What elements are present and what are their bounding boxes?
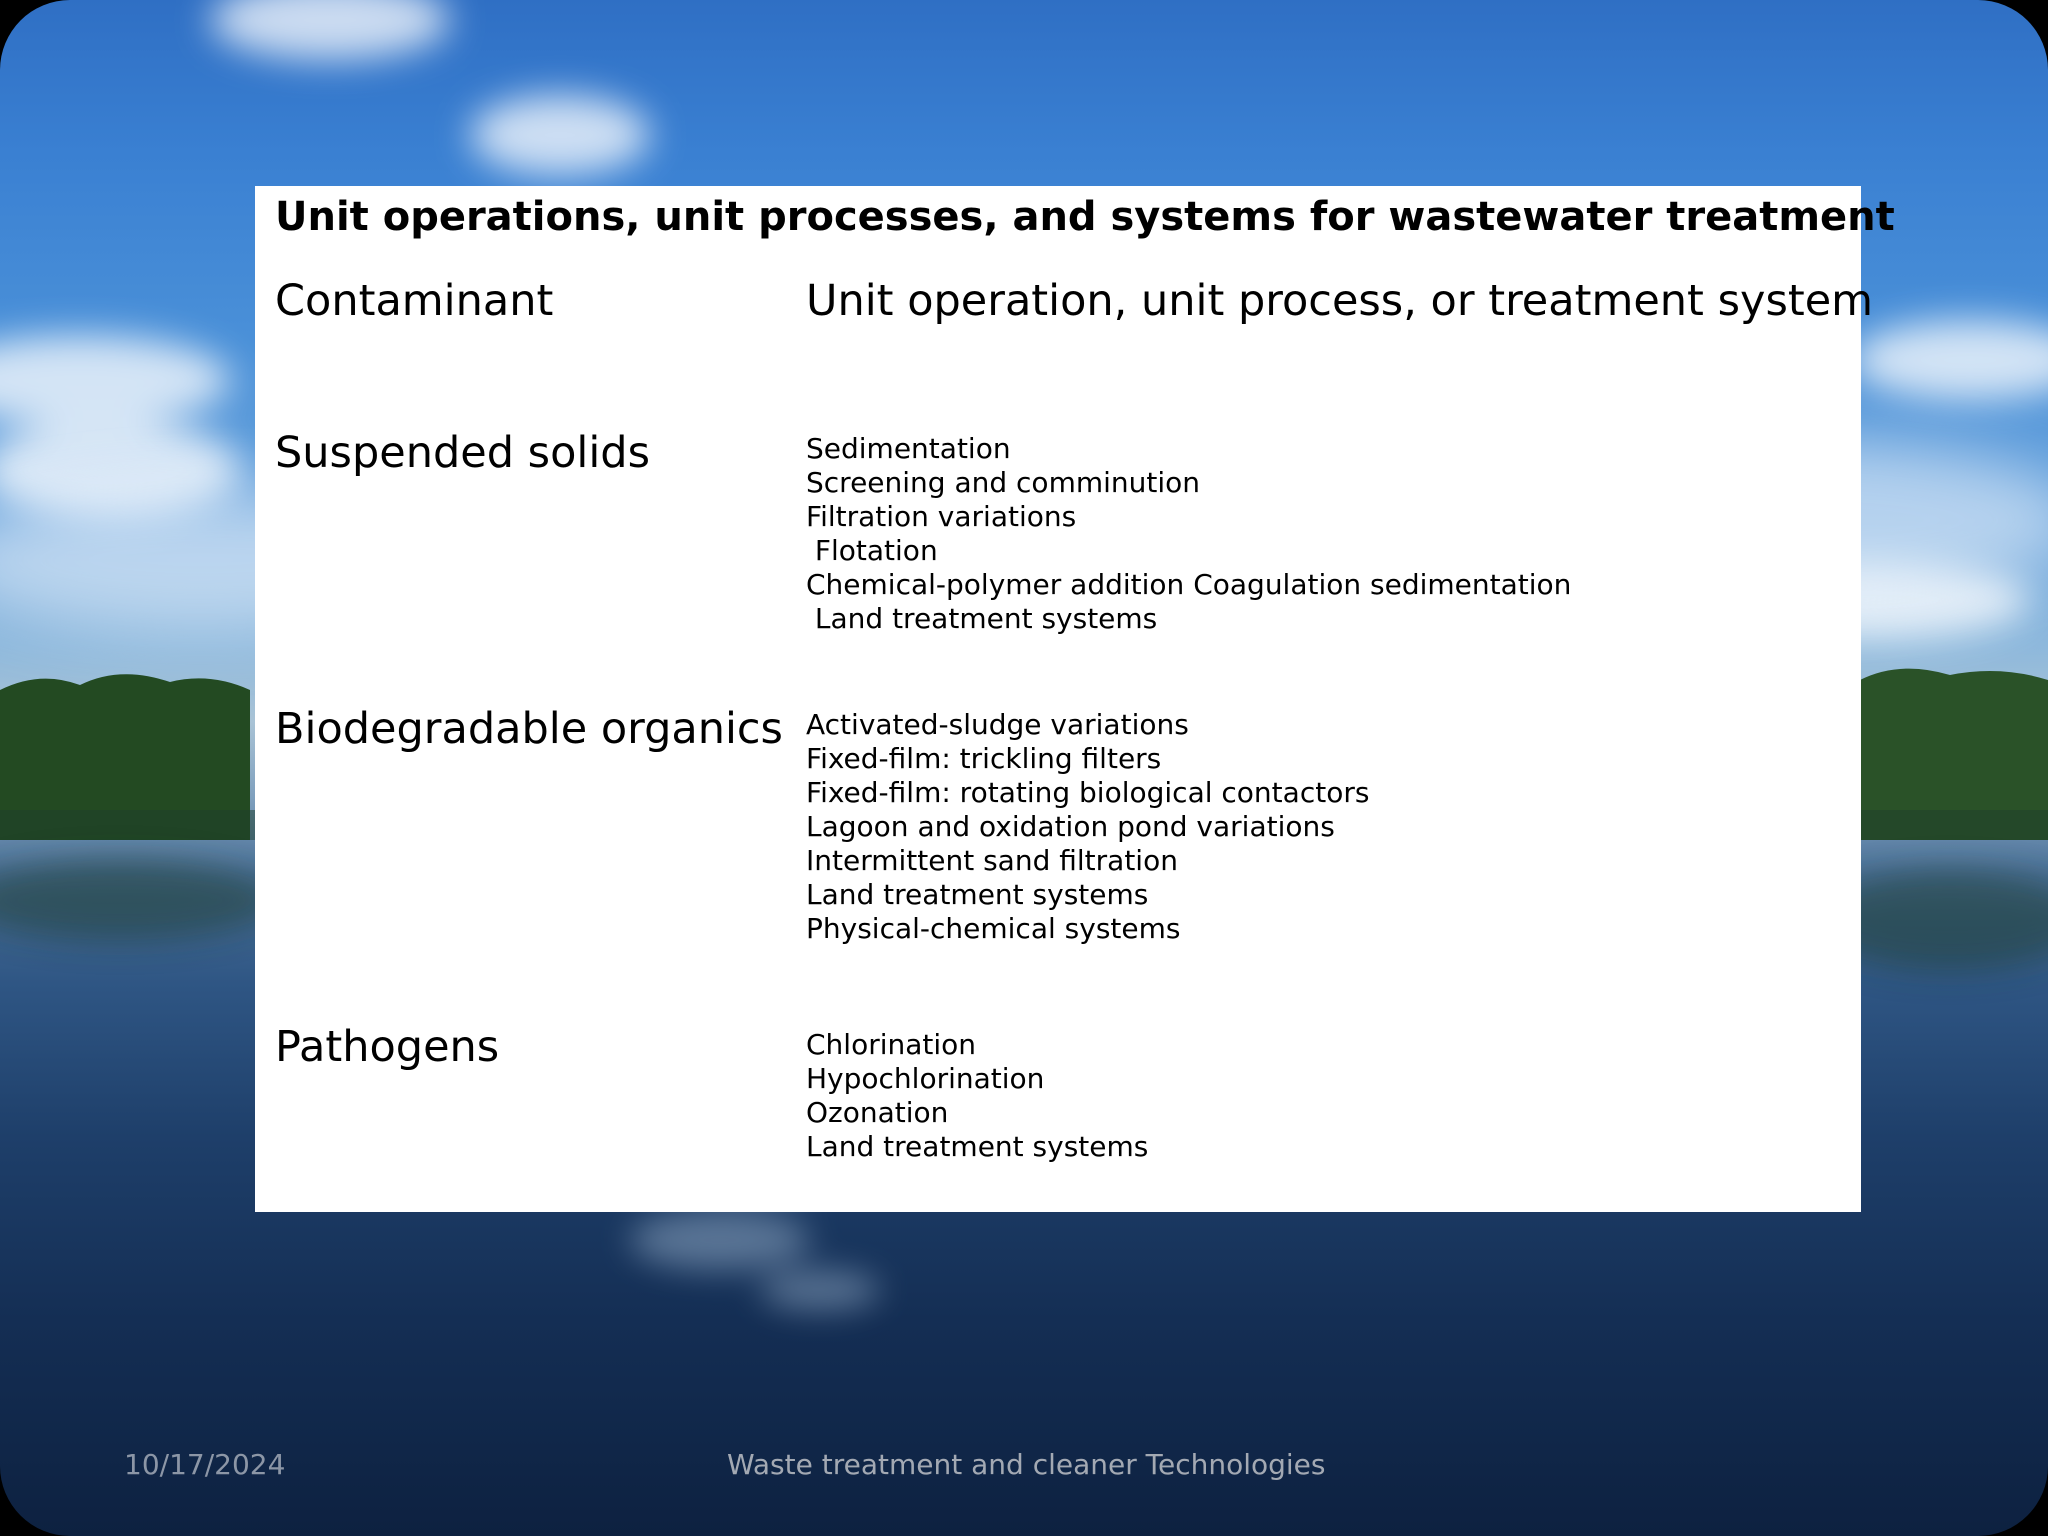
- process-item: Screening and comminution: [806, 466, 1201, 499]
- process-item: Lagoon and oxidation pond variations: [806, 810, 1335, 843]
- process-item: Filtration variations: [806, 500, 1077, 533]
- process-list-biodegradable-organics: [806, 708, 1369, 946]
- row-contaminant-biodegradable-organics: Biodegradable organics: [275, 704, 783, 754]
- process-list-pathogens: [806, 1028, 1148, 1164]
- process-item: Land treatment systems: [806, 878, 1149, 911]
- content-table: [255, 186, 1895, 1212]
- process-item: Intermittent sand filtration: [806, 844, 1178, 877]
- process-item: Land treatment systems: [806, 1130, 1149, 1163]
- process-item: Hypochlorination: [806, 1062, 1045, 1095]
- column-header-contaminant: Contaminant: [275, 276, 554, 326]
- row-contaminant-pathogens: Pathogens: [275, 1022, 500, 1072]
- footer-title: Waste treatment and cleaner Technologies: [727, 1448, 1326, 1481]
- column-header-process: Unit operation, unit process, or treatment system: [806, 276, 1874, 326]
- process-item: Chemical-polymer addition Coagulation sedimentation: [806, 568, 1572, 601]
- process-item: Fixed-film: rotating biological contactors: [806, 776, 1370, 809]
- process-item: Activated-sludge variations: [806, 708, 1189, 741]
- process-item: Flotation: [806, 534, 938, 567]
- process-list-suspended-solids: [806, 432, 1571, 636]
- process-item: Chlorination: [806, 1028, 977, 1061]
- process-item: Sedimentation: [806, 432, 1011, 465]
- process-item: Fixed-film: trickling filters: [806, 742, 1162, 775]
- table-title: Unit operations, unit processes, and systems for wastewater treatment: [275, 194, 1895, 240]
- process-item: Ozonation: [806, 1096, 949, 1129]
- row-contaminant-suspended-solids: Suspended solids: [275, 428, 650, 478]
- process-item: Physical-chemical systems: [806, 912, 1181, 945]
- process-item: Land treatment systems: [806, 602, 1158, 635]
- footer-date: 10/17/2024: [124, 1448, 286, 1481]
